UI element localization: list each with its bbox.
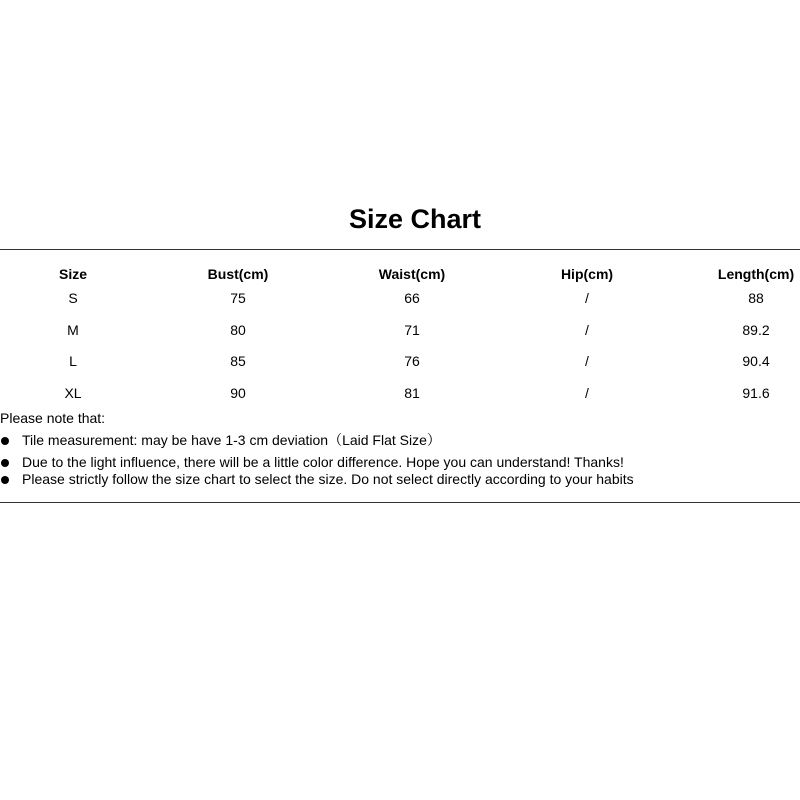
- notes-title: Please note that:: [0, 410, 106, 426]
- note-item: [0, 432, 800, 454]
- note-item: [0, 454, 800, 471]
- header-length: Length(cm): [717, 266, 795, 282]
- bullet-icon: [1, 437, 9, 445]
- waist-cell: 76: [404, 353, 420, 369]
- bottom-divider: [0, 502, 800, 503]
- header-waist: Waist(cm): [378, 266, 446, 282]
- header-bust: Bust(cm): [207, 266, 269, 282]
- waist-cell: 81: [404, 384, 420, 401]
- hip-cell: /: [585, 321, 589, 338]
- waist-cell: 66: [404, 290, 420, 306]
- hip-cell: /: [585, 384, 589, 401]
- size-cell: M: [67, 321, 79, 338]
- bust-cell: 90: [230, 384, 246, 401]
- page-title: Size Chart: [348, 204, 482, 234]
- top-divider: [0, 249, 800, 250]
- size-cell: S: [68, 290, 78, 306]
- bust-cell: 75: [230, 290, 246, 306]
- bust-cell: 85: [230, 353, 246, 369]
- bust-cell: 80: [230, 321, 246, 338]
- table-row: [0, 320, 800, 352]
- size-cell: XL: [64, 384, 82, 401]
- note-item: [0, 471, 800, 488]
- header-hip: Hip(cm): [560, 266, 614, 282]
- length-cell: 88: [748, 290, 764, 306]
- waist-cell: 71: [404, 321, 420, 338]
- header-size: Size: [58, 266, 87, 282]
- length-cell: 89.2: [742, 321, 770, 338]
- hip-cell: /: [585, 290, 589, 306]
- note-text: Tile measurement: may be have 1-3 cm deviation（Laid Flat Size）: [22, 432, 441, 448]
- length-cell: 91.6: [742, 384, 770, 401]
- bullet-icon: [1, 476, 9, 484]
- hip-cell: /: [585, 353, 589, 369]
- bullet-icon: [1, 459, 9, 467]
- table-row: [0, 351, 800, 383]
- size-cell: L: [69, 353, 77, 369]
- note-text: Due to the light influence, there will be a little color difference. Hope you can understand! Thanks!: [22, 454, 624, 470]
- note-text: Please strictly follow the size chart to select the size. Do not select directly according to your habits: [22, 471, 634, 487]
- table-header-row: [0, 264, 800, 288]
- size-table: [0, 264, 800, 414]
- table-row: [0, 288, 800, 320]
- length-cell: 90.4: [742, 353, 770, 369]
- notes-section: [0, 409, 800, 488]
